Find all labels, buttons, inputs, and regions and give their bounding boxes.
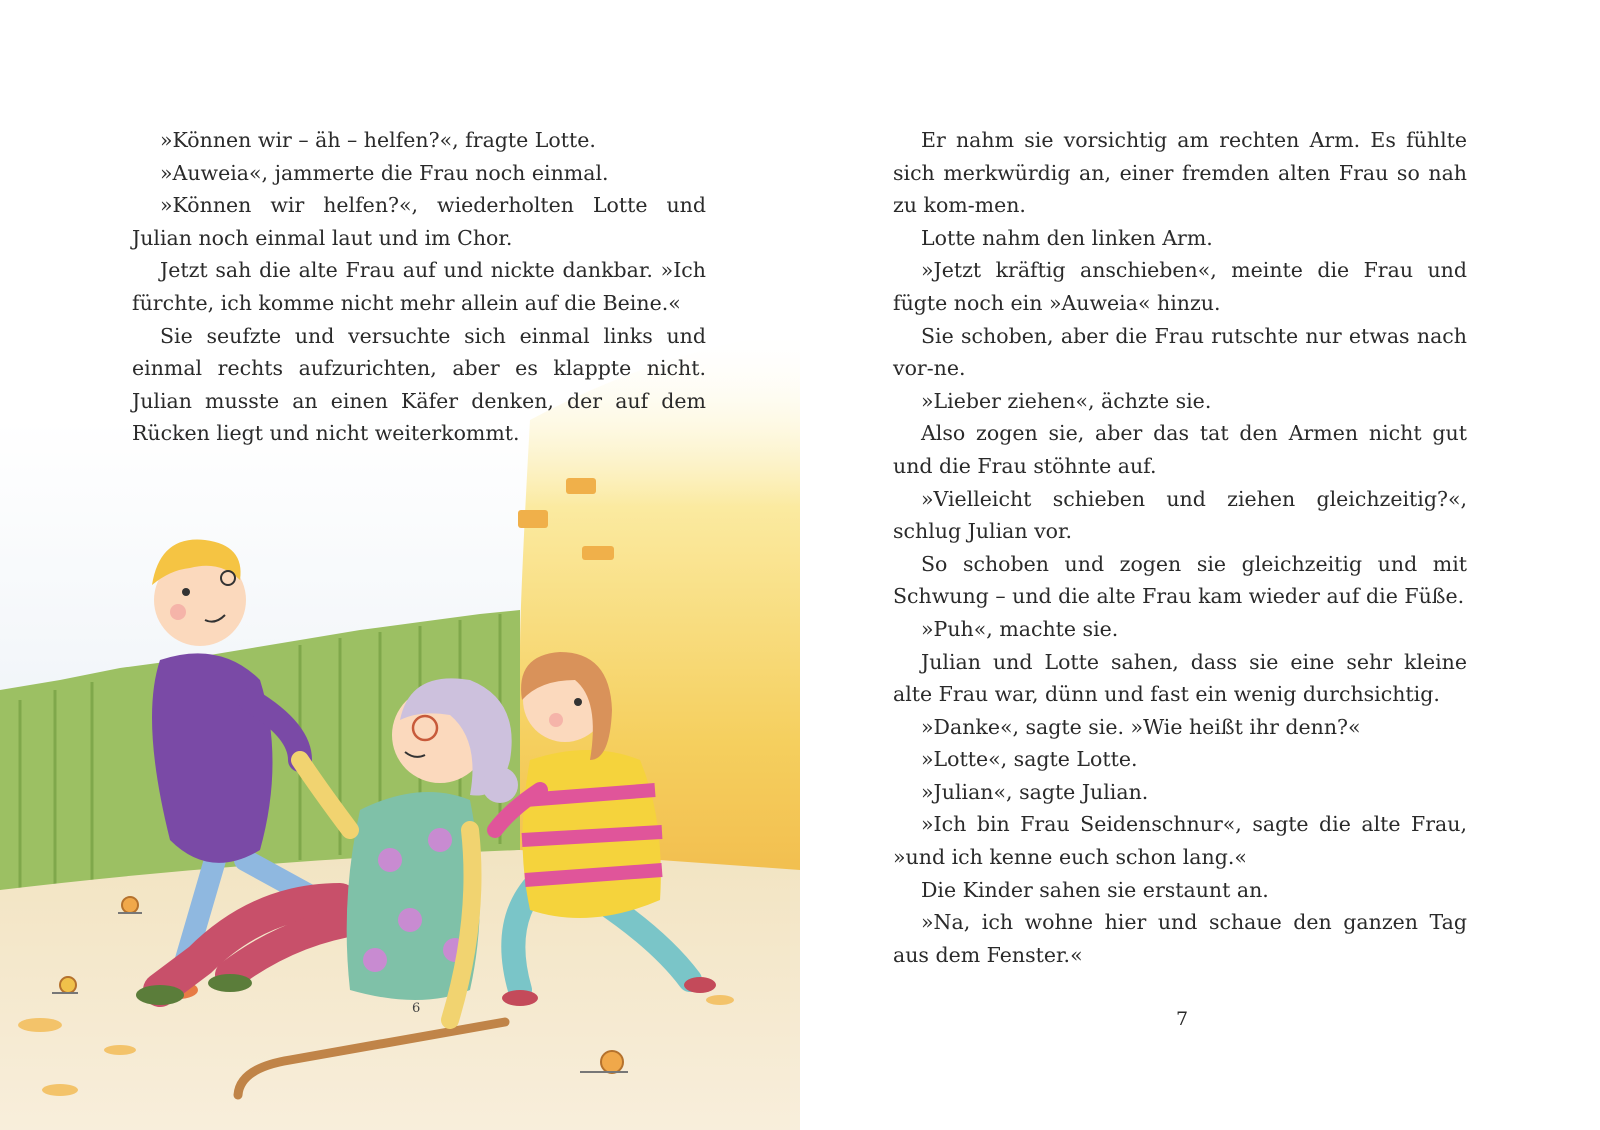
paragraph: »Puh«, machte sie.	[921, 616, 1119, 641]
wall-brick	[518, 510, 548, 528]
paragraph: Julian und Lotte sahen, dass sie eine sehr kleine alte Frau war, dünn und fast ein wenig durchsichtig.	[893, 649, 1467, 707]
paragraph: Jetzt sah die alte Frau auf und nickte dankbar. »Ich fürchte, ich komme nicht mehr allein auf die Beine.«	[132, 258, 706, 315]
paragraph: Sie schoben, aber die Frau rutschte nur etwas nach vor-ne.	[893, 323, 1467, 381]
wall-brick	[566, 478, 596, 494]
paragraph: »Na, ich wohne hier und schaue den ganzen Tag aus dem Fenster.«	[893, 910, 1467, 967]
illustration-page-number: 6	[412, 1001, 421, 1016]
paragraph: »Jetzt kräftig anschieben«, meinte die Frau und fügte noch ein »Auweia« hinzu.	[893, 258, 1467, 315]
left-page-text	[132, 124, 706, 450]
paragraph: »Danke«, sagte sie. »Wie heißt ihr denn?«	[921, 714, 1361, 739]
paragraph: »Auweia«, jammerte die Frau noch einmal.	[160, 160, 609, 185]
paragraph: »Lieber ziehen«, ächzte sie.	[921, 388, 1212, 413]
paragraph: Die Kinder sahen sie erstaunt an.	[921, 877, 1269, 902]
paragraph: So schoben und zogen sie gleichzeitig und mit Schwung – und die alte Frau kam wieder auf die Füße.	[893, 551, 1467, 609]
paragraph: »Julian«, sagte Julian.	[921, 779, 1149, 804]
paragraph: »Lotte«, sagte Lotte.	[921, 747, 1138, 772]
paragraph: »Ich bin Frau Seidenschnur«, sagte die alte Frau, »und ich kenne euch schon lang.«	[893, 812, 1467, 870]
paragraph: Also zogen sie, aber das tat den Armen nicht gut und die Frau stöhnte auf.	[893, 421, 1467, 478]
paragraph: »Können wir helfen?«, wiederholten Lotte und Julian noch einmal laut und im Chor.	[132, 193, 706, 250]
paragraph: »Vielleicht schieben und ziehen gleichzeitig?«, schlug Julian vor.	[893, 486, 1467, 544]
wall-brick	[582, 546, 614, 560]
right-page-text	[893, 124, 1467, 971]
paragraph: Er nahm sie vorsichtig am rechten Arm. Es fühlte sich merkwürdig an, einer fremden alten Frau so nah zu kom-men.	[893, 128, 1467, 218]
paragraph: Sie seufzte und versuchte sich einmal links und einmal rechts aufzurichten, aber es klappte nicht. Julian musste an einen Käfer denken, der auf dem Rücken liegt und nicht weiterkommt.	[132, 323, 706, 446]
paragraph: »Können wir – äh – helfen?«, fragte Lotte.	[160, 128, 596, 152]
page-number: 7	[1176, 1008, 1189, 1030]
paragraph: Lotte nahm den linken Arm.	[921, 225, 1213, 250]
